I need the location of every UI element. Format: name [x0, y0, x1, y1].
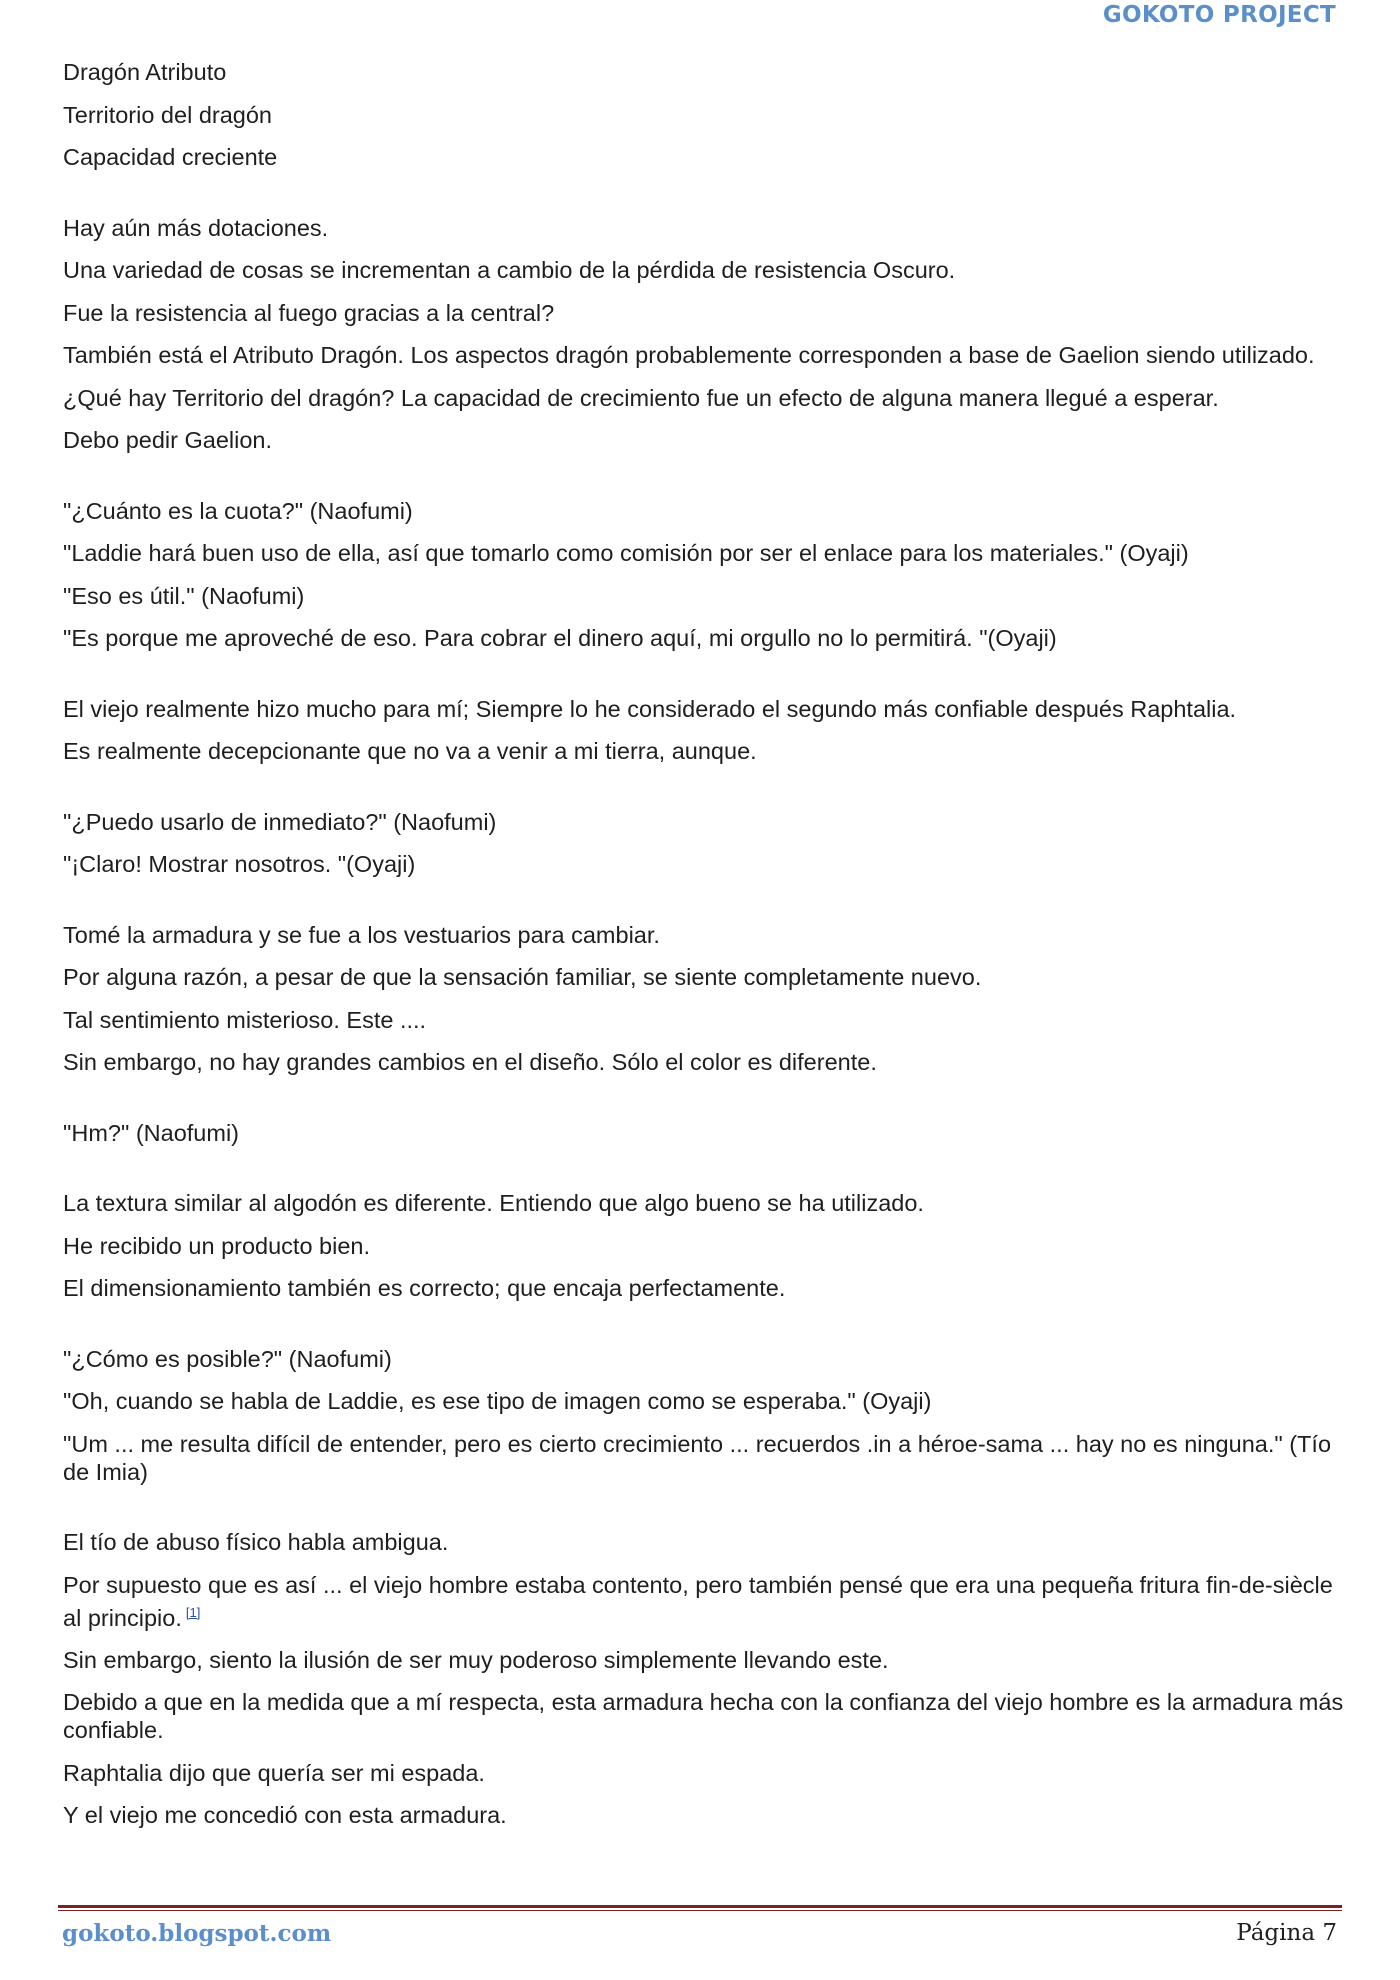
- dialogue-line: "Um ... me resulta difícil de entender, pero es cierto crecimiento ... recuerdos .in a héroe-sama ... hay no es ninguna." (Tío de Imia): [63, 1430, 1332, 1485]
- paragraph-gap: [63, 1161, 1348, 1189]
- dialogue-line: "¿Cuánto es la cuota?" (Naofumi): [63, 497, 413, 524]
- text-line: La textura similar al algodón es diferente. Entiendo que algo bueno se ha utilizado.: [63, 1190, 924, 1216]
- dialogue-line: "Eso es útil." (Naofumi): [63, 582, 305, 609]
- paragraph-gap: [63, 1317, 1348, 1345]
- paragraph-gap: [63, 1091, 1348, 1119]
- text-line: Raphtalia dijo que quería ser mi espada.: [63, 1759, 485, 1786]
- dialogue-line: "Hm?" (Naofumi): [63, 1119, 239, 1146]
- paragraph-gap: [63, 780, 1348, 808]
- dialogue-line: "¡Claro! Mostrar nosotros. "(Oyaji): [63, 851, 416, 877]
- dialogue-line: "Es porque me aproveché de eso. Para cobrar el dinero aquí, mi orgullo no lo permitirá. "(Oyaji): [63, 625, 1057, 651]
- text-line: Territorio del dragón: [63, 101, 272, 128]
- footer-divider-thin: [58, 1910, 1342, 1911]
- paragraph-gap: [63, 667, 1348, 695]
- text-line: Debido a que en la medida que a mí respecta, esta armadura hecha con la confianza del viejo hombre es la armadura más confiable.: [63, 1689, 1344, 1744]
- text-line-content: Por supuesto que es así ... el viejo hombre estaba contento, pero también pensé que era una pequeña fritura fin-de-siècle al principio.: [63, 1571, 1333, 1631]
- text-line: Fue la resistencia al fuego gracias a la central?: [63, 299, 555, 326]
- text-line: Es realmente decepcionante que no va a venir a mi tierra, aunque.: [63, 738, 757, 764]
- dialogue-line: "Laddie hará buen uso de ella, así que tomarlo como comisión por ser el enlace para los materiales." (Oyaji): [63, 540, 1189, 566]
- text-line: Capacidad creciente: [63, 144, 278, 170]
- paragraph-gap: [63, 893, 1348, 921]
- dialogue-line: "Oh, cuando se habla de Laddie, es ese tipo de imagen como se esperaba." (Oyaji): [63, 1388, 932, 1414]
- footer-site-link[interactable]: gokoto.blogspot.com: [62, 1920, 332, 1947]
- text-line: Sin embargo, siento la ilusión de ser muy poderoso simplemente llevando este.: [63, 1646, 889, 1673]
- dialogue-line: "¿Puedo usarlo de inmediato?" (Naofumi): [63, 808, 497, 835]
- paragraph-gap: [63, 469, 1348, 497]
- header-title: GOKOTO PROJECT: [1102, 2, 1336, 28]
- text-line: [63, 1571, 1348, 1632]
- dialogue-line: "¿Cómo es posible?" (Naofumi): [63, 1345, 392, 1372]
- text-line: El tío de abuso físico habla ambigua.: [63, 1529, 449, 1555]
- footnote-link[interactable]: [1]: [185, 1604, 201, 1620]
- paragraph-gap: [63, 186, 1348, 214]
- text-line: He recibido un producto bien.: [63, 1232, 371, 1259]
- text-line: ¿Qué hay Territorio del dragón? La capacidad de crecimiento fue un efecto de alguna manera llegué a esperar.: [63, 384, 1219, 411]
- paragraph-gap: [63, 1500, 1348, 1528]
- text-line: Por alguna razón, a pesar de que la sensación familiar, se siente completamente nuevo.: [63, 964, 982, 990]
- text-line: También está el Atributo Dragón. Los aspectos dragón probablemente corresponden a base de Gaelion siendo utilizado.: [63, 342, 1315, 368]
- text-line: Hay aún más dotaciones.: [63, 214, 329, 241]
- text-line: Una variedad de cosas se incrementan a cambio de la pérdida de resistencia Oscuro.: [63, 257, 956, 283]
- text-line: Tomé la armadura y se fue a los vestuarios para cambiar.: [63, 921, 660, 948]
- text-line: Dragón Atributo: [63, 59, 227, 85]
- text-line: Tal sentimiento misterioso. Este ....: [63, 1006, 427, 1033]
- document-body: [63, 58, 1348, 1844]
- text-line: Debo pedir Gaelion.: [63, 427, 273, 453]
- text-line: El dimensionamiento también es correcto; que encaja perfectamente.: [63, 1275, 786, 1301]
- text-line: El viejo realmente hizo mucho para mí; Siempre lo he considerado el segundo más confiable después Raphtalia.: [63, 695, 1237, 722]
- page-number: Página 7: [1236, 1920, 1337, 1946]
- text-line: Sin embargo, no hay grandes cambios en el diseño. Sólo el color es diferente.: [63, 1049, 877, 1075]
- footer-divider: [58, 1905, 1342, 1908]
- text-line: Y el viejo me concedió con esta armadura.: [63, 1802, 507, 1829]
